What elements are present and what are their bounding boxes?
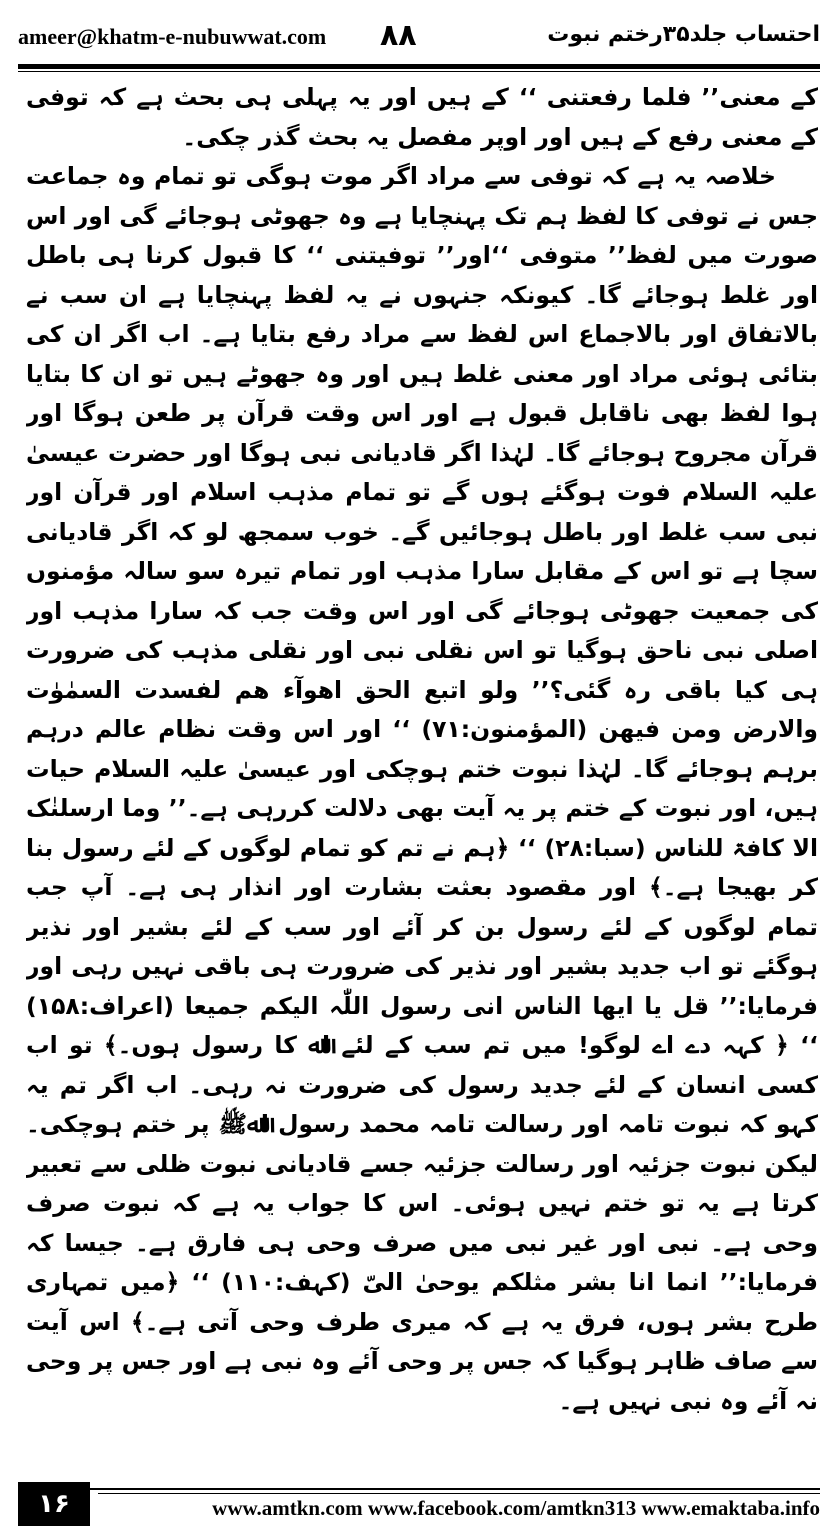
footer-links[interactable]: www.amtkn.com www.facebook.com/amtkn313 www.emaktaba.info (212, 1496, 820, 1520)
body-text (26, 78, 818, 1446)
paragraph-2: خلاصہ یہ ہے کہ توفی سے مراد اگر موت ہوگی تو تمام وہ جماعت جس نے توفی کا لفظ ہم تک پہنچایا ہے وہ جھوٹی ہوجائے گی اور اس صورت میں لفظ’’ متوفی ‘‘اور’’ توفیتنی ‘‘ کا قبول کرنا ہی باطل اور غلط ہوجائے گا۔ کیونکہ جنہوں نے یہ لفظ پہنچایا ہے ان سب نے بالاتفاق اور بالاجماع اس لفظ سے مراد رفع بتایا ہے۔ اب اگر ان کی بتائی ہوئی مراد اور معنی غلط ہیں اور وہ جھوٹے ہیں تو ان کا بتایا ہوا لفظ بھی ناقابل قبول ہے اور اس وقت قرآن پر طعن ہوگا اور قرآن مجروح ہوجائے گا۔ لہٰذا اگر قادیانی نبی ہوگا اور حضرت عیسیٰ علیہ السلام فوت ہوگئے ہوں گے تو تمام مذہب اسلام اور قرآن اور نبی سب غلط اور باطل ہوجائیں گے۔ خوب سمجھ لو کہ اگر قادیانی سچا ہے تو اس کے مقابل سارا مذہب اور تمام تیرہ سو سالہ مؤمنوں کی جمعیت جھوٹی ہوجائے گی اور اس وقت جب کہ سارا مذہب اور اصلی نبی ناحق ہوگیا تو اس نقلی نبی اور نقلی مذہب کی ضرورت ہی کیا باقی رہ گئی؟’’ ولو اتبع الحق اھوآء ھم لفسدت السمٰوٰت والارض ومن فیھن (المؤمنون:۷۱) ‘‘ اور اس وقت نظام عالم درہم برہم ہوجائے گا۔ لہٰذا نبوت ختم ہوچکی اور عیسیٰ علیہ السلام حیات ہیں، اور نبوت کے ختم پر یہ آیت بھی دلالت کررہی ہے۔’’ وما ارسلنٰک الا کافۃ للناس (سبا:۲۸) ‘‘ ﴿ہم نے تم کو تمام لوگوں کے لئے رسول بنا کر بھیجا ہے۔﴾ اور مقصود بعثت بشارت اور انذار ہی ہے۔ آپ جب تمام لوگوں کے لئے رسول بن کر آئے اور سب کے لئے بشیر اور نذیر ہوگئے تو اب جدید بشیر اور نذیر کی ضرورت ہی باقی نہیں رہی اور فرمایا:’’ قل یا ایھا الناس انی رسول اللّٰہ الیکم جمیعا (اعراف:۱۵۸) ‘‘ ﴿ کہہ دے اے لوگو! میں تم سب کے لئے اﷲ کا رسول ہوں۔﴾ تو اب کسی انسان کے لئے جدید رسول کی ضرورت نہ رہی۔ اب اگر تم یہ کہو کہ نبوت تامہ اور رسالت تامہ محمد رسول اﷲﷺ پر ختم ہوچکی۔ لیکن نبوت جزئیہ اور رسالت جزئیہ جسے قادیانی نبوت ظلی سے تعبیر کرتا ہے یہ تو ختم نہیں ہوئی۔ اس کا جواب یہ ہے کہ نبوت صرف وحی ہے۔ نبی اور غیر نبی میں صرف وحی ہی فارق ہے۔ جیسا کہ فرمایا:’’ انما انا بشر مثلکم یوحیٰ الیّ (کہف:۱۱۰) ‘‘ ﴿میں تمہاری طرح بشر ہوں، فرق یہ ہے کہ میری طرف وحی آتی ہے۔﴾ اس آیت سے صاف ظاہر ہوگیا کہ جس پر وحی آئے وہ نبی ہے اور جس پر وحی نہ آئے وہ نبی نہیں ہے۔ (26, 162, 818, 1415)
footer-page-box: ۱۶ (18, 1482, 90, 1526)
header-email: ameer@khatm-e-nubuwwat.com (18, 24, 327, 49)
header-rule-thick (18, 64, 820, 69)
page-footer (18, 1482, 820, 1526)
header-book-title: احتساب جلد۳۵رختم نبوت (547, 22, 820, 47)
footer-rule-thin (98, 1493, 820, 1494)
header-page-number: ۸۸ (380, 18, 417, 53)
header-rule-thin (18, 71, 820, 72)
page-header (18, 18, 820, 64)
paragraph-1: کے معنی’’ فلما رفعتنی ‘‘ کے ہیں اور یہ پہلی ہی بحث ہے کہ توفی کے معنی رفع کے ہیں اور اوپر مفصل یہ بحث گذر چکی۔ (26, 83, 818, 151)
footer-rule (18, 1488, 820, 1490)
